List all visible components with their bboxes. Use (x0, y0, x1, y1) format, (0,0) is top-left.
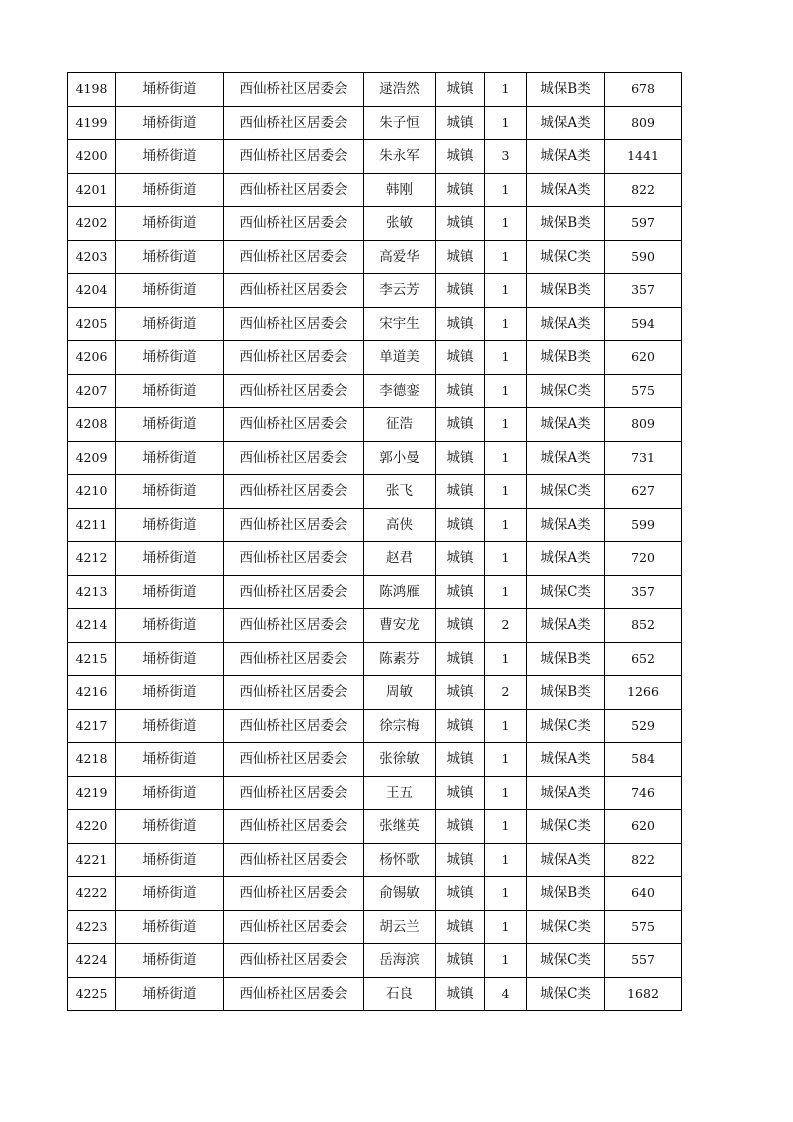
category-cell: 城保A类 (527, 542, 605, 576)
name-cell: 朱永军 (364, 140, 436, 174)
community-cell: 西仙桥社区居委会 (224, 977, 364, 1011)
area-type-cell: 城镇 (436, 877, 485, 911)
household-count-cell: 1 (485, 910, 527, 944)
category-cell: 城保B类 (527, 676, 605, 710)
name-cell: 杨怀歌 (364, 843, 436, 877)
name-cell: 王五 (364, 776, 436, 810)
table-body (68, 73, 682, 1011)
amount-cell: 1441 (605, 140, 682, 174)
street-cell: 埇桥街道 (116, 140, 224, 174)
category-cell: 城保C类 (527, 575, 605, 609)
community-cell: 西仙桥社区居委会 (224, 676, 364, 710)
area-type-cell: 城镇 (436, 776, 485, 810)
table-row (68, 73, 682, 107)
table-row (68, 676, 682, 710)
amount-cell: 746 (605, 776, 682, 810)
community-cell: 西仙桥社区居委会 (224, 877, 364, 911)
community-cell: 西仙桥社区居委会 (224, 944, 364, 978)
row-number-cell: 4198 (68, 73, 116, 107)
table-row (68, 843, 682, 877)
table-row (68, 609, 682, 643)
community-cell: 西仙桥社区居委会 (224, 73, 364, 107)
table-row (68, 776, 682, 810)
name-cell: 赵君 (364, 542, 436, 576)
category-cell: 城保A类 (527, 307, 605, 341)
amount-cell: 575 (605, 910, 682, 944)
row-number-cell: 4220 (68, 810, 116, 844)
row-number-cell: 4201 (68, 173, 116, 207)
amount-cell: 652 (605, 642, 682, 676)
amount-cell: 720 (605, 542, 682, 576)
amount-cell: 529 (605, 709, 682, 743)
name-cell: 朱子恒 (364, 106, 436, 140)
street-cell: 埇桥街道 (116, 977, 224, 1011)
household-count-cell: 1 (485, 274, 527, 308)
category-cell: 城保A类 (527, 441, 605, 475)
street-cell: 埇桥街道 (116, 73, 224, 107)
category-cell: 城保B类 (527, 274, 605, 308)
name-cell: 郭小曼 (364, 441, 436, 475)
table-row (68, 106, 682, 140)
community-cell: 西仙桥社区居委会 (224, 776, 364, 810)
household-count-cell: 1 (485, 73, 527, 107)
category-cell: 城保C类 (527, 709, 605, 743)
category-cell: 城保C类 (527, 977, 605, 1011)
street-cell: 埇桥街道 (116, 106, 224, 140)
area-type-cell: 城镇 (436, 843, 485, 877)
community-cell: 西仙桥社区居委会 (224, 106, 364, 140)
community-cell: 西仙桥社区居委会 (224, 341, 364, 375)
household-count-cell: 1 (485, 341, 527, 375)
table-row (68, 408, 682, 442)
area-type-cell: 城镇 (436, 709, 485, 743)
household-count-cell: 1 (485, 810, 527, 844)
street-cell: 埇桥街道 (116, 843, 224, 877)
name-cell: 逯浩然 (364, 73, 436, 107)
amount-cell: 620 (605, 810, 682, 844)
household-count-cell: 1 (485, 475, 527, 509)
street-cell: 埇桥街道 (116, 709, 224, 743)
table-row (68, 944, 682, 978)
name-cell: 高爱华 (364, 240, 436, 274)
amount-cell: 1682 (605, 977, 682, 1011)
category-cell: 城保A类 (527, 743, 605, 777)
area-type-cell: 城镇 (436, 810, 485, 844)
category-cell: 城保C类 (527, 475, 605, 509)
name-cell: 曹安龙 (364, 609, 436, 643)
household-count-cell: 1 (485, 575, 527, 609)
amount-cell: 620 (605, 341, 682, 375)
community-cell: 西仙桥社区居委会 (224, 274, 364, 308)
community-cell: 西仙桥社区居委会 (224, 709, 364, 743)
household-count-cell: 1 (485, 173, 527, 207)
row-number-cell: 4213 (68, 575, 116, 609)
data-table (67, 72, 682, 1011)
category-cell: 城保B类 (527, 341, 605, 375)
community-cell: 西仙桥社区居委会 (224, 307, 364, 341)
community-cell: 西仙桥社区居委会 (224, 240, 364, 274)
category-cell: 城保A类 (527, 140, 605, 174)
table-row (68, 508, 682, 542)
table-row (68, 475, 682, 509)
name-cell: 张继英 (364, 810, 436, 844)
name-cell: 征浩 (364, 408, 436, 442)
street-cell: 埇桥街道 (116, 441, 224, 475)
table-row (68, 810, 682, 844)
category-cell: 城保A类 (527, 609, 605, 643)
household-count-cell: 1 (485, 877, 527, 911)
community-cell: 西仙桥社区居委会 (224, 843, 364, 877)
row-number-cell: 4207 (68, 374, 116, 408)
table-row (68, 207, 682, 241)
amount-cell: 599 (605, 508, 682, 542)
category-cell: 城保A类 (527, 843, 605, 877)
area-type-cell: 城镇 (436, 408, 485, 442)
household-count-cell: 2 (485, 676, 527, 710)
amount-cell: 731 (605, 441, 682, 475)
street-cell: 埇桥街道 (116, 240, 224, 274)
name-cell: 张徐敏 (364, 743, 436, 777)
household-count-cell: 1 (485, 207, 527, 241)
community-cell: 西仙桥社区居委会 (224, 609, 364, 643)
street-cell: 埇桥街道 (116, 944, 224, 978)
community-cell: 西仙桥社区居委会 (224, 508, 364, 542)
household-count-cell: 1 (485, 508, 527, 542)
community-cell: 西仙桥社区居委会 (224, 575, 364, 609)
category-cell: 城保C类 (527, 944, 605, 978)
row-number-cell: 4214 (68, 609, 116, 643)
area-type-cell: 城镇 (436, 944, 485, 978)
household-count-cell: 3 (485, 140, 527, 174)
street-cell: 埇桥街道 (116, 810, 224, 844)
name-cell: 胡云兰 (364, 910, 436, 944)
area-type-cell: 城镇 (436, 676, 485, 710)
category-cell: 城保C类 (527, 374, 605, 408)
name-cell: 韩刚 (364, 173, 436, 207)
amount-cell: 575 (605, 374, 682, 408)
row-number-cell: 4209 (68, 441, 116, 475)
household-count-cell: 1 (485, 776, 527, 810)
area-type-cell: 城镇 (436, 441, 485, 475)
amount-cell: 597 (605, 207, 682, 241)
household-count-cell: 1 (485, 441, 527, 475)
amount-cell: 590 (605, 240, 682, 274)
row-number-cell: 4224 (68, 944, 116, 978)
amount-cell: 357 (605, 575, 682, 609)
row-number-cell: 4200 (68, 140, 116, 174)
household-count-cell: 2 (485, 609, 527, 643)
category-cell: 城保A类 (527, 106, 605, 140)
street-cell: 埇桥街道 (116, 776, 224, 810)
street-cell: 埇桥街道 (116, 609, 224, 643)
category-cell: 城保C类 (527, 240, 605, 274)
row-number-cell: 4204 (68, 274, 116, 308)
community-cell: 西仙桥社区居委会 (224, 910, 364, 944)
area-type-cell: 城镇 (436, 207, 485, 241)
category-cell: 城保B类 (527, 73, 605, 107)
table-row (68, 441, 682, 475)
area-type-cell: 城镇 (436, 575, 485, 609)
category-cell: 城保C类 (527, 910, 605, 944)
amount-cell: 822 (605, 843, 682, 877)
category-cell: 城保A类 (527, 408, 605, 442)
row-number-cell: 4218 (68, 743, 116, 777)
category-cell: 城保A类 (527, 173, 605, 207)
street-cell: 埇桥街道 (116, 508, 224, 542)
street-cell: 埇桥街道 (116, 475, 224, 509)
street-cell: 埇桥街道 (116, 542, 224, 576)
amount-cell: 627 (605, 475, 682, 509)
category-cell: 城保B类 (527, 642, 605, 676)
row-number-cell: 4216 (68, 676, 116, 710)
area-type-cell: 城镇 (436, 977, 485, 1011)
street-cell: 埇桥街道 (116, 173, 224, 207)
area-type-cell: 城镇 (436, 542, 485, 576)
area-type-cell: 城镇 (436, 173, 485, 207)
name-cell: 陈素芬 (364, 642, 436, 676)
name-cell: 陈鸿雁 (364, 575, 436, 609)
name-cell: 周敏 (364, 676, 436, 710)
amount-cell: 1266 (605, 676, 682, 710)
area-type-cell: 城镇 (436, 140, 485, 174)
area-type-cell: 城镇 (436, 475, 485, 509)
household-count-cell: 1 (485, 843, 527, 877)
street-cell: 埇桥街道 (116, 676, 224, 710)
amount-cell: 584 (605, 743, 682, 777)
table-row (68, 173, 682, 207)
community-cell: 西仙桥社区居委会 (224, 441, 364, 475)
table-row (68, 575, 682, 609)
area-type-cell: 城镇 (436, 240, 485, 274)
area-type-cell: 城镇 (436, 73, 485, 107)
household-count-cell: 1 (485, 374, 527, 408)
name-cell: 高侠 (364, 508, 436, 542)
category-cell: 城保C类 (527, 810, 605, 844)
street-cell: 埇桥街道 (116, 274, 224, 308)
household-count-cell: 4 (485, 977, 527, 1011)
name-cell: 石良 (364, 977, 436, 1011)
table-row (68, 341, 682, 375)
household-count-cell: 1 (485, 240, 527, 274)
table-row (68, 642, 682, 676)
community-cell: 西仙桥社区居委会 (224, 207, 364, 241)
community-cell: 西仙桥社区居委会 (224, 810, 364, 844)
name-cell: 张飞 (364, 475, 436, 509)
table-row (68, 374, 682, 408)
street-cell: 埇桥街道 (116, 408, 224, 442)
table-row (68, 709, 682, 743)
street-cell: 埇桥街道 (116, 877, 224, 911)
amount-cell: 357 (605, 274, 682, 308)
name-cell: 单道美 (364, 341, 436, 375)
community-cell: 西仙桥社区居委会 (224, 475, 364, 509)
row-number-cell: 4199 (68, 106, 116, 140)
household-count-cell: 1 (485, 307, 527, 341)
category-cell: 城保A类 (527, 508, 605, 542)
street-cell: 埇桥街道 (116, 743, 224, 777)
table-row (68, 542, 682, 576)
community-cell: 西仙桥社区居委会 (224, 374, 364, 408)
row-number-cell: 4203 (68, 240, 116, 274)
row-number-cell: 4222 (68, 877, 116, 911)
row-number-cell: 4215 (68, 642, 116, 676)
table-row (68, 910, 682, 944)
amount-cell: 809 (605, 408, 682, 442)
street-cell: 埇桥街道 (116, 307, 224, 341)
street-cell: 埇桥街道 (116, 642, 224, 676)
row-number-cell: 4210 (68, 475, 116, 509)
household-count-cell: 1 (485, 542, 527, 576)
table-row (68, 977, 682, 1011)
household-count-cell: 1 (485, 944, 527, 978)
amount-cell: 822 (605, 173, 682, 207)
table-row (68, 307, 682, 341)
household-count-cell: 1 (485, 743, 527, 777)
table-row (68, 743, 682, 777)
row-number-cell: 4202 (68, 207, 116, 241)
area-type-cell: 城镇 (436, 508, 485, 542)
name-cell: 张敏 (364, 207, 436, 241)
street-cell: 埇桥街道 (116, 575, 224, 609)
area-type-cell: 城镇 (436, 274, 485, 308)
amount-cell: 809 (605, 106, 682, 140)
row-number-cell: 4205 (68, 307, 116, 341)
name-cell: 宋宇生 (364, 307, 436, 341)
community-cell: 西仙桥社区居委会 (224, 642, 364, 676)
row-number-cell: 4208 (68, 408, 116, 442)
community-cell: 西仙桥社区居委会 (224, 743, 364, 777)
household-count-cell: 1 (485, 408, 527, 442)
amount-cell: 557 (605, 944, 682, 978)
name-cell: 李云芳 (364, 274, 436, 308)
amount-cell: 594 (605, 307, 682, 341)
name-cell: 俞锡敏 (364, 877, 436, 911)
row-number-cell: 4211 (68, 508, 116, 542)
amount-cell: 640 (605, 877, 682, 911)
name-cell: 徐宗梅 (364, 709, 436, 743)
street-cell: 埇桥街道 (116, 374, 224, 408)
category-cell: 城保A类 (527, 776, 605, 810)
table-row (68, 274, 682, 308)
community-cell: 西仙桥社区居委会 (224, 408, 364, 442)
community-cell: 西仙桥社区居委会 (224, 140, 364, 174)
area-type-cell: 城镇 (436, 609, 485, 643)
area-type-cell: 城镇 (436, 307, 485, 341)
row-number-cell: 4221 (68, 843, 116, 877)
area-type-cell: 城镇 (436, 642, 485, 676)
community-cell: 西仙桥社区居委会 (224, 173, 364, 207)
street-cell: 埇桥街道 (116, 207, 224, 241)
household-count-cell: 1 (485, 709, 527, 743)
name-cell: 李德銮 (364, 374, 436, 408)
table-row (68, 240, 682, 274)
category-cell: 城保B类 (527, 877, 605, 911)
row-number-cell: 4223 (68, 910, 116, 944)
row-number-cell: 4225 (68, 977, 116, 1011)
area-type-cell: 城镇 (436, 341, 485, 375)
street-cell: 埇桥街道 (116, 341, 224, 375)
row-number-cell: 4206 (68, 341, 116, 375)
name-cell: 岳海滨 (364, 944, 436, 978)
area-type-cell: 城镇 (436, 106, 485, 140)
household-count-cell: 1 (485, 642, 527, 676)
row-number-cell: 4217 (68, 709, 116, 743)
table-row (68, 140, 682, 174)
table-row (68, 877, 682, 911)
amount-cell: 852 (605, 609, 682, 643)
area-type-cell: 城镇 (436, 743, 485, 777)
area-type-cell: 城镇 (436, 374, 485, 408)
amount-cell: 678 (605, 73, 682, 107)
street-cell: 埇桥街道 (116, 910, 224, 944)
community-cell: 西仙桥社区居委会 (224, 542, 364, 576)
row-number-cell: 4219 (68, 776, 116, 810)
household-count-cell: 1 (485, 106, 527, 140)
area-type-cell: 城镇 (436, 910, 485, 944)
row-number-cell: 4212 (68, 542, 116, 576)
category-cell: 城保B类 (527, 207, 605, 241)
